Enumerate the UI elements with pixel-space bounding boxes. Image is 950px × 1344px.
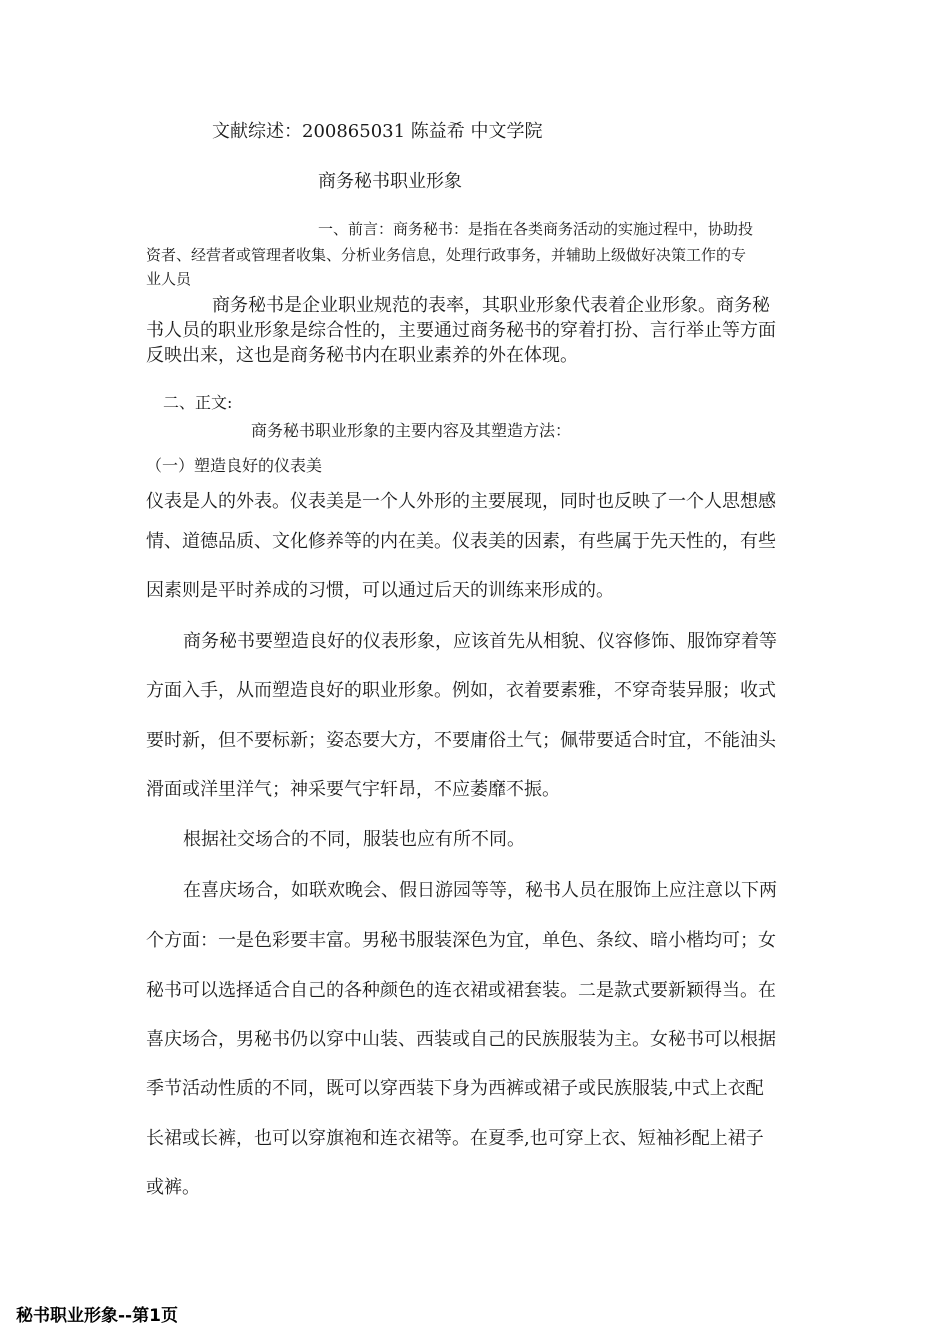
paragraph-4-line-1: 在喜庆场合，如联欢晚会、假日游园等等，秘书人员在服饰上应注意以下两 [183, 880, 777, 901]
paragraph-1-line-1: 仪表是人的外表。仪表美是一个人外形的主要展现，同时也反映了一个人思想感 [146, 491, 776, 512]
paragraph-4-line-2: 个方面：一是色彩要丰富。男秘书服装深色为宜，单色、条纹、暗小楷均可；女 [146, 930, 776, 951]
paragraph-1-line-2: 情、道德品质、文化修养等的内在美。仪表美的因素，有些属于先天性的，有些 [146, 531, 776, 552]
preface-line-1: 一、前言：商务秘书：是指在各类商务活动的实施过程中，协助投 [318, 220, 754, 238]
paragraph-2-line-4: 滑面或洋里洋气；神采要气宇轩昂，不应萎靡不振。 [146, 779, 560, 800]
paragraph-2-line-1: 商务秘书要塑造良好的仪表形象，应该首先从相貌、仪容修饰、服饰穿着等 [183, 631, 777, 652]
body-subtitle: 商务秘书职业形象的主要内容及其塑造方法： [251, 421, 572, 440]
paragraph-4-line-6: 长裙或长裤，也可以穿旗袍和连衣裙等。在夏季,也可穿上衣、短袖衫配上裙子 [146, 1128, 764, 1149]
page-footer: 秘书职业形象--第1页 [16, 1306, 178, 1326]
paragraph-4-line-7: 或裤。 [146, 1177, 200, 1198]
paragraph-3-line-1: 根据社交场合的不同，服装也应有所不同。 [183, 829, 525, 850]
paragraph-2-line-3: 要时新，但不要标新；姿态要大方，不要庸俗土气；佩带要适合时宜，不能油头 [146, 730, 776, 751]
paragraph-1-line-3: 因素则是平时养成的习惯，可以通过后天的训练来形成的。 [146, 580, 614, 601]
section-heading: （一）塑造良好的仪表美 [146, 456, 323, 475]
paragraph-4-line-3: 秘书可以选择适合自己的各种颜色的连衣裙或裙套装。二是款式要新颖得当。在 [146, 980, 776, 1001]
preface-line-2: 资者、经营者或管理者收集、分析业务信息，处理行政事务，并辅助上级做好决策工作的专 [146, 246, 747, 264]
paragraph-4-line-4: 喜庆场合，男秘书仍以穿中山装、西装或自己的民族服装为主。女秘书可以根据 [146, 1029, 776, 1050]
intro-line-3: 反映出来，这也是商务秘书内在职业素养的外在体现。 [146, 345, 578, 366]
paragraph-2-line-2: 方面入手，从而塑造良好的职业形象。例如，衣着要素雅，不穿奇装异服；收式 [146, 680, 776, 701]
intro-line-2: 书人员的职业形象是综合性的，主要通过商务秘书的穿着打扮、言行举止等方面 [146, 320, 776, 341]
intro-line-1: 商务秘书是企业职业规范的表率，其职业形象代表着企业形象。商务秘 [212, 295, 770, 316]
paragraph-4-line-5: 季节活动性质的不同，既可以穿西装下身为西裤或裙子或民族服装,中式上衣配 [146, 1078, 764, 1099]
document-title: 商务秘书职业形象 [318, 171, 462, 192]
preface-line-3: 业人员 [146, 270, 192, 288]
header-line: 文献综述：200865031 陈益希 中文学院 [212, 121, 543, 142]
body-heading: 二、正文: [163, 393, 233, 412]
